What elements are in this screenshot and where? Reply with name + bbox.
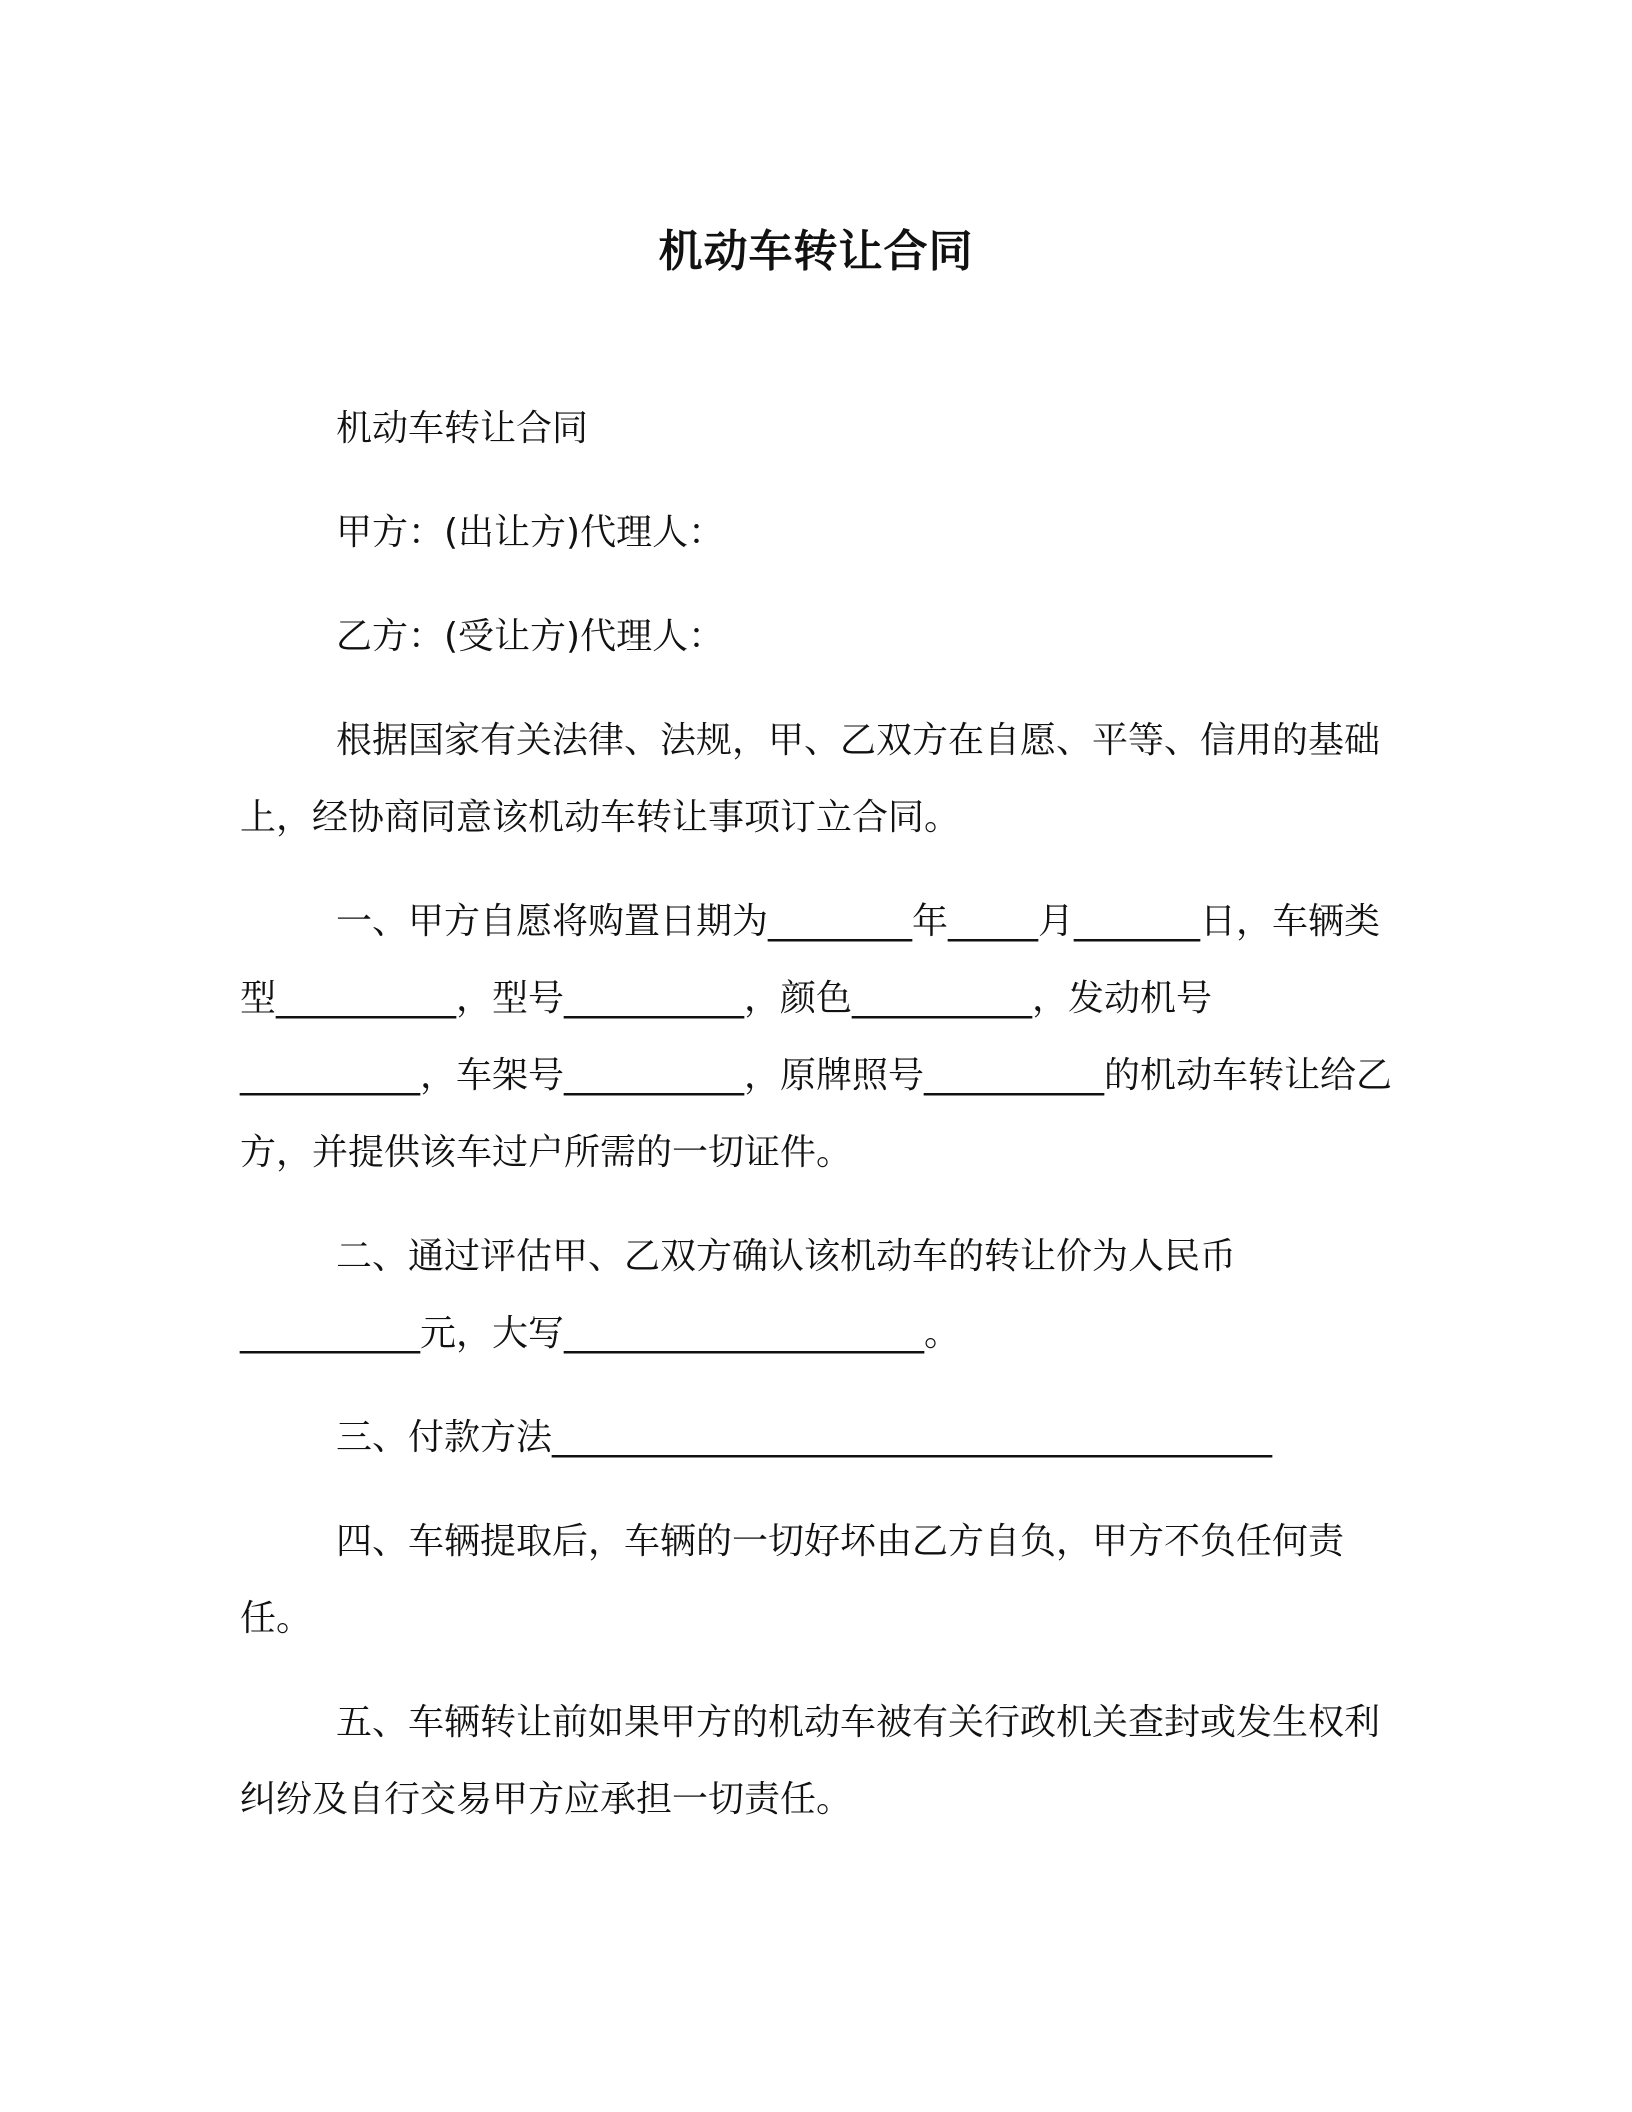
document-body bbox=[240, 390, 1400, 1865]
contract-heading: 机动车转让合同 bbox=[336, 408, 589, 449]
clause-2: 二、通过评估甲、乙双方确认该机动车的转让价为人民币__________元，大写____________________。 bbox=[240, 1236, 1237, 1354]
clause-1: 一、甲方自愿将购置日期为________年_____月_______日，车辆类型__________，型号__________，颜色__________，发动机号__________，车架号__________，原牌照号__________的机动车转让给乙方，并提供该车过户所需的一切证件。 bbox=[240, 901, 1393, 1173]
clause-4: 四、车辆提取后，车辆的一切好坏由乙方自负，甲方不负任何责任。 bbox=[240, 1521, 1345, 1639]
preamble-paragraph: 根据国家有关法律、法规，甲、乙双方在自愿、平等、信用的基础上，经协商同意该机动车转让事项订立合同。 bbox=[240, 720, 1381, 838]
party-a-line: 甲方：(出让方)代理人： bbox=[336, 512, 725, 553]
clause-5: 五、车辆转让前如果甲方的机动车被有关行政机关查封或发生权利纠纷及自行交易甲方应承担一切责任。 bbox=[240, 1702, 1381, 1820]
document-title: 机动车转让合同 bbox=[658, 226, 974, 277]
party-b-line: 乙方：(受让方)代理人： bbox=[336, 616, 725, 657]
clause-3: 三、付款方法________________________________________ bbox=[336, 1417, 1273, 1458]
